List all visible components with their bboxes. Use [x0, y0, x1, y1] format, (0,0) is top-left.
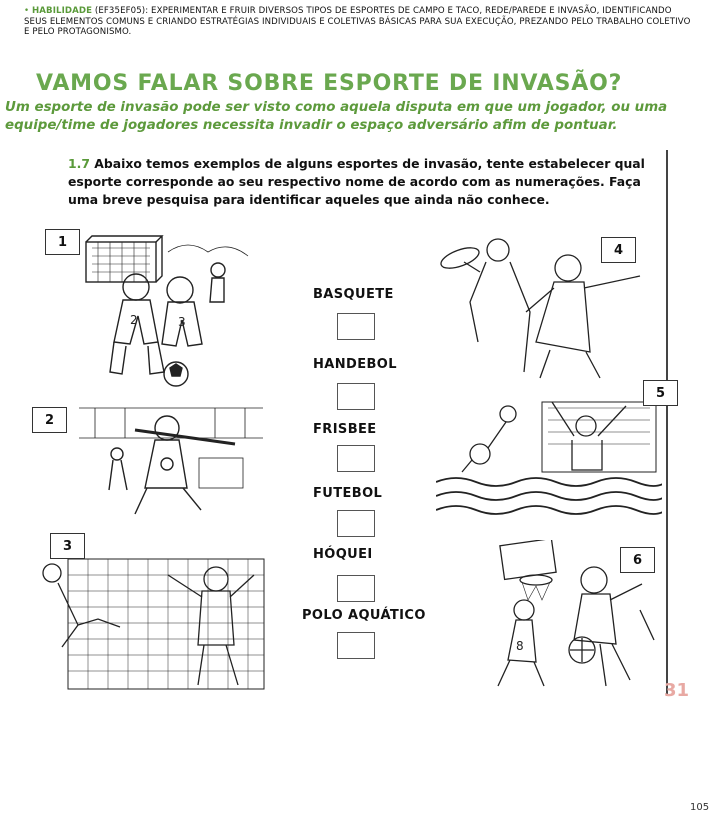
sport-label: POLO AQUÁTICO [302, 608, 426, 623]
image-number-box: 1 [45, 229, 80, 255]
handball-goalkeeper-icon [28, 555, 270, 690]
page-number: 31 [664, 680, 690, 701]
answer-box[interactable] [337, 383, 375, 410]
svg-text:8: 8 [516, 639, 524, 653]
hockey-player-icon [75, 398, 267, 520]
water-polo-icon [436, 392, 662, 520]
answer-box[interactable] [337, 313, 375, 340]
image-number-box: 3 [50, 533, 85, 559]
answer-box[interactable] [337, 575, 375, 602]
image-number-box: 2 [32, 407, 67, 433]
answer-box[interactable] [337, 510, 375, 537]
sport-label: FUTEBOL [313, 486, 383, 501]
answer-box[interactable] [337, 632, 375, 659]
image-number-box: 4 [601, 237, 636, 263]
question-text: Abaixo temos exemplos de alguns esportes de invasão, tente estabelecer qual esporte corresponde ao seu respectivo nome de acordo com as numerações. Faça uma breve pesquisa para identificar aqueles que ainda não conhece. [68, 156, 645, 207]
sport-label: BASQUETE [313, 287, 394, 302]
soccer-players-icon [78, 232, 268, 392]
bullet-icon: • [24, 6, 33, 16]
sport-label: FRISBEE [313, 422, 377, 437]
footer-page-number: 105 [690, 802, 710, 813]
image-number-box: 6 [620, 547, 655, 573]
answer-box[interactable] [337, 445, 375, 472]
divider-line [666, 150, 668, 696]
svg-text:3: 3 [178, 315, 186, 329]
svg-text:2: 2 [130, 313, 138, 327]
sport-label: HANDEBOL [313, 357, 397, 372]
skill-text: (EF35EF05): EXPERIMENTAR E FRUIR DIVERSOS TIPOS DE ESPORTES DE CAMPO E TACO, REDE/PAREDE E INVASÃO, IDENTIFICANDO SEUS ELEMENTOS COMUNS E CRIANDO ESTRATÉGIAS INDIVIDUAIS E COLETIVAS BÁSICAS PARA SUA EXECUÇÃO, PREZANDO PELO TRABALHO COLETIVO E PELO PROTAGONISMO. [24, 6, 691, 37]
skill-statement [24, 6, 694, 38]
intro-text: Um esporte de invasão pode ser visto como aquela disputa em que um jogador, ou uma equipe/time de jogadores necessita invadir o espaço adversário afim de pontuar. [5, 100, 668, 133]
page-title: VAMOS FALAR SOBRE ESPORTE DE INVASÃO? [36, 71, 623, 96]
question [68, 155, 658, 209]
skill-label: HABILIDADE [32, 6, 93, 16]
image-number-box: 5 [643, 380, 678, 406]
question-number: 1.7 [68, 156, 90, 171]
sport-label: HÓQUEI [313, 547, 373, 562]
